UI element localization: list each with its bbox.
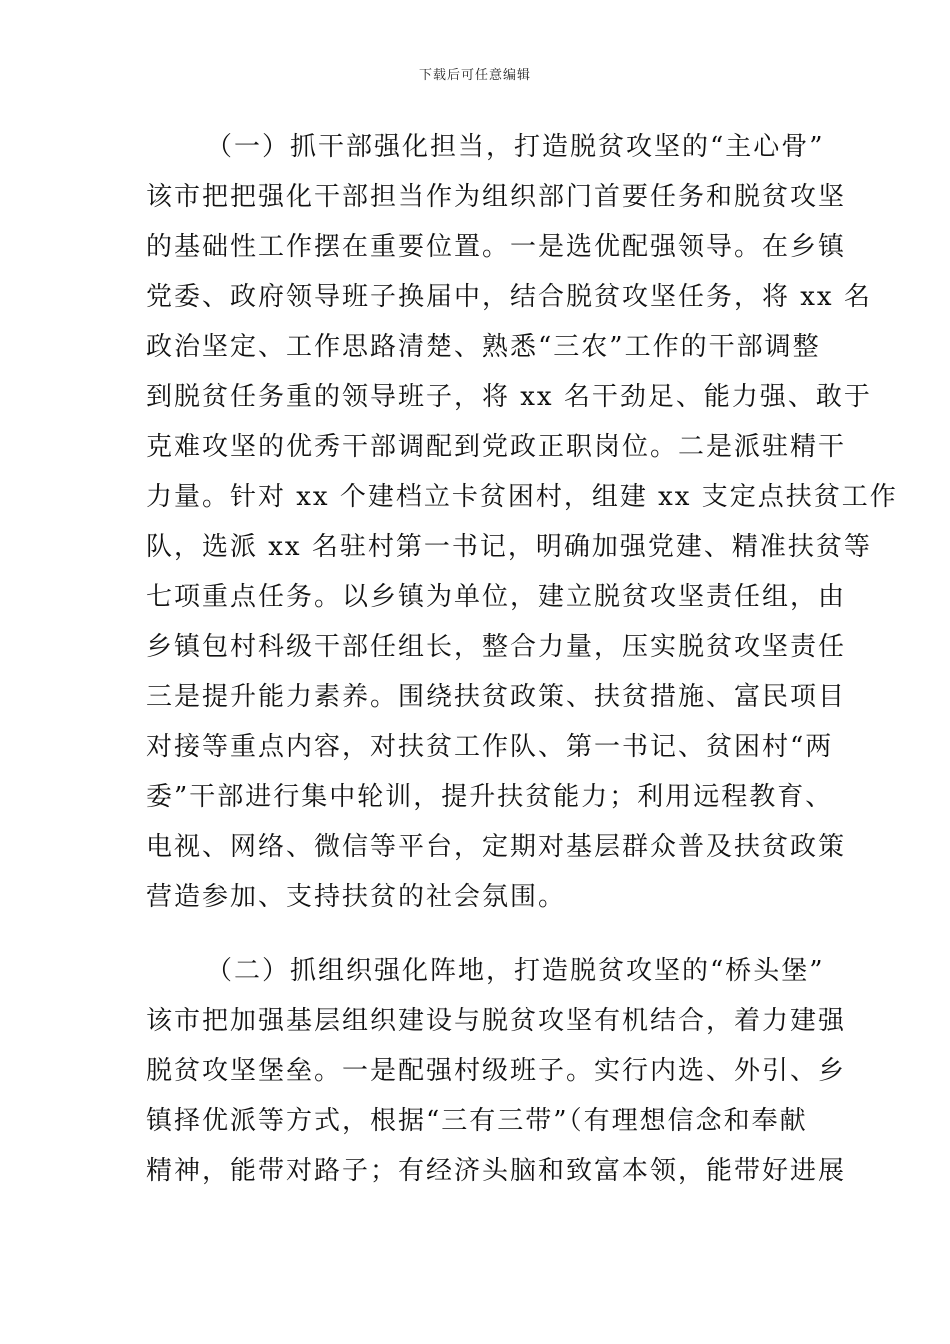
paragraph-line: 到脱贫任务重的领导班子，将 xx 名干劲足、能力强、敢于 [146,382,872,412]
paragraph-line: 克难攻坚的优秀干部调配到党政正职岗位。二是派驻精干 [146,432,847,462]
section-2-heading: （二）抓组织强化阵地，打造脱贫攻坚的“桥头堡” [206,956,825,986]
paragraph-line: 三是提升能力素养。围绕扶贫政策、扶贫措施、富民项目 [146,682,847,712]
paragraph-line: 电视、网络、微信等平台，定期对基层群众普及扶贫政策 [146,832,847,862]
paragraph-line: 力量。针对 xx 个建档立卡贫困村，组建 xx 支定点扶贫工作 [146,482,898,512]
paragraph-line: 委”干部进行集中轮训，提升扶贫能力；利用远程教育、 [146,782,834,812]
paragraph-line: 七项重点任务。以乡镇为单位，建立脱贫攻坚责任组，由 [146,582,847,612]
paragraph-line: 乡镇包村科级干部任组长，整合力量，压实脱贫攻坚责任 [146,632,847,662]
paragraph-line: 队，选派 xx 名驻村第一书记，明确加强党建、精准扶贫等 [146,532,872,562]
paragraph-line: 党委、政府领导班子换届中，结合脱贫攻坚任务，将 xx 名 [146,282,872,312]
paragraph-line: 精神，能带对路子；有经济头脑和致富本领，能带好进展 [146,1156,847,1186]
page-header-note: 下载后可任意编辑 [418,68,531,83]
section-2 [146,946,847,1196]
paragraph-line: 对接等重点内容，对扶贫工作队、第一书记、贫困村“两 [146,732,834,762]
paragraph-line: 该市把把强化干部担当作为组织部门首要任务和脱贫攻坚 [146,182,847,212]
paragraph-line: 镇择优派等方式，根据“三有三带”（有理想信念和奉献 [146,1106,808,1136]
section-1 [146,122,898,922]
section-1-heading: （一）抓干部强化担当，打造脱贫攻坚的“主心骨” [206,132,825,162]
paragraph-line: 营造参加、支持扶贫的社会氛围。 [146,882,567,912]
paragraph-line: 脱贫攻坚堡垒。一是配强村级班子。实行内选、外引、乡 [146,1056,847,1086]
paragraph-line: 该市把加强基层组织建设与脱贫攻坚有机结合，着力建强 [146,1006,847,1036]
paragraph-line: 政治坚定、工作思路清楚、熟悉“三农”工作的干部调整 [146,332,821,362]
paragraph-line: 的基础性工作摆在重要位置。一是选优配强领导。在乡镇 [146,232,847,262]
